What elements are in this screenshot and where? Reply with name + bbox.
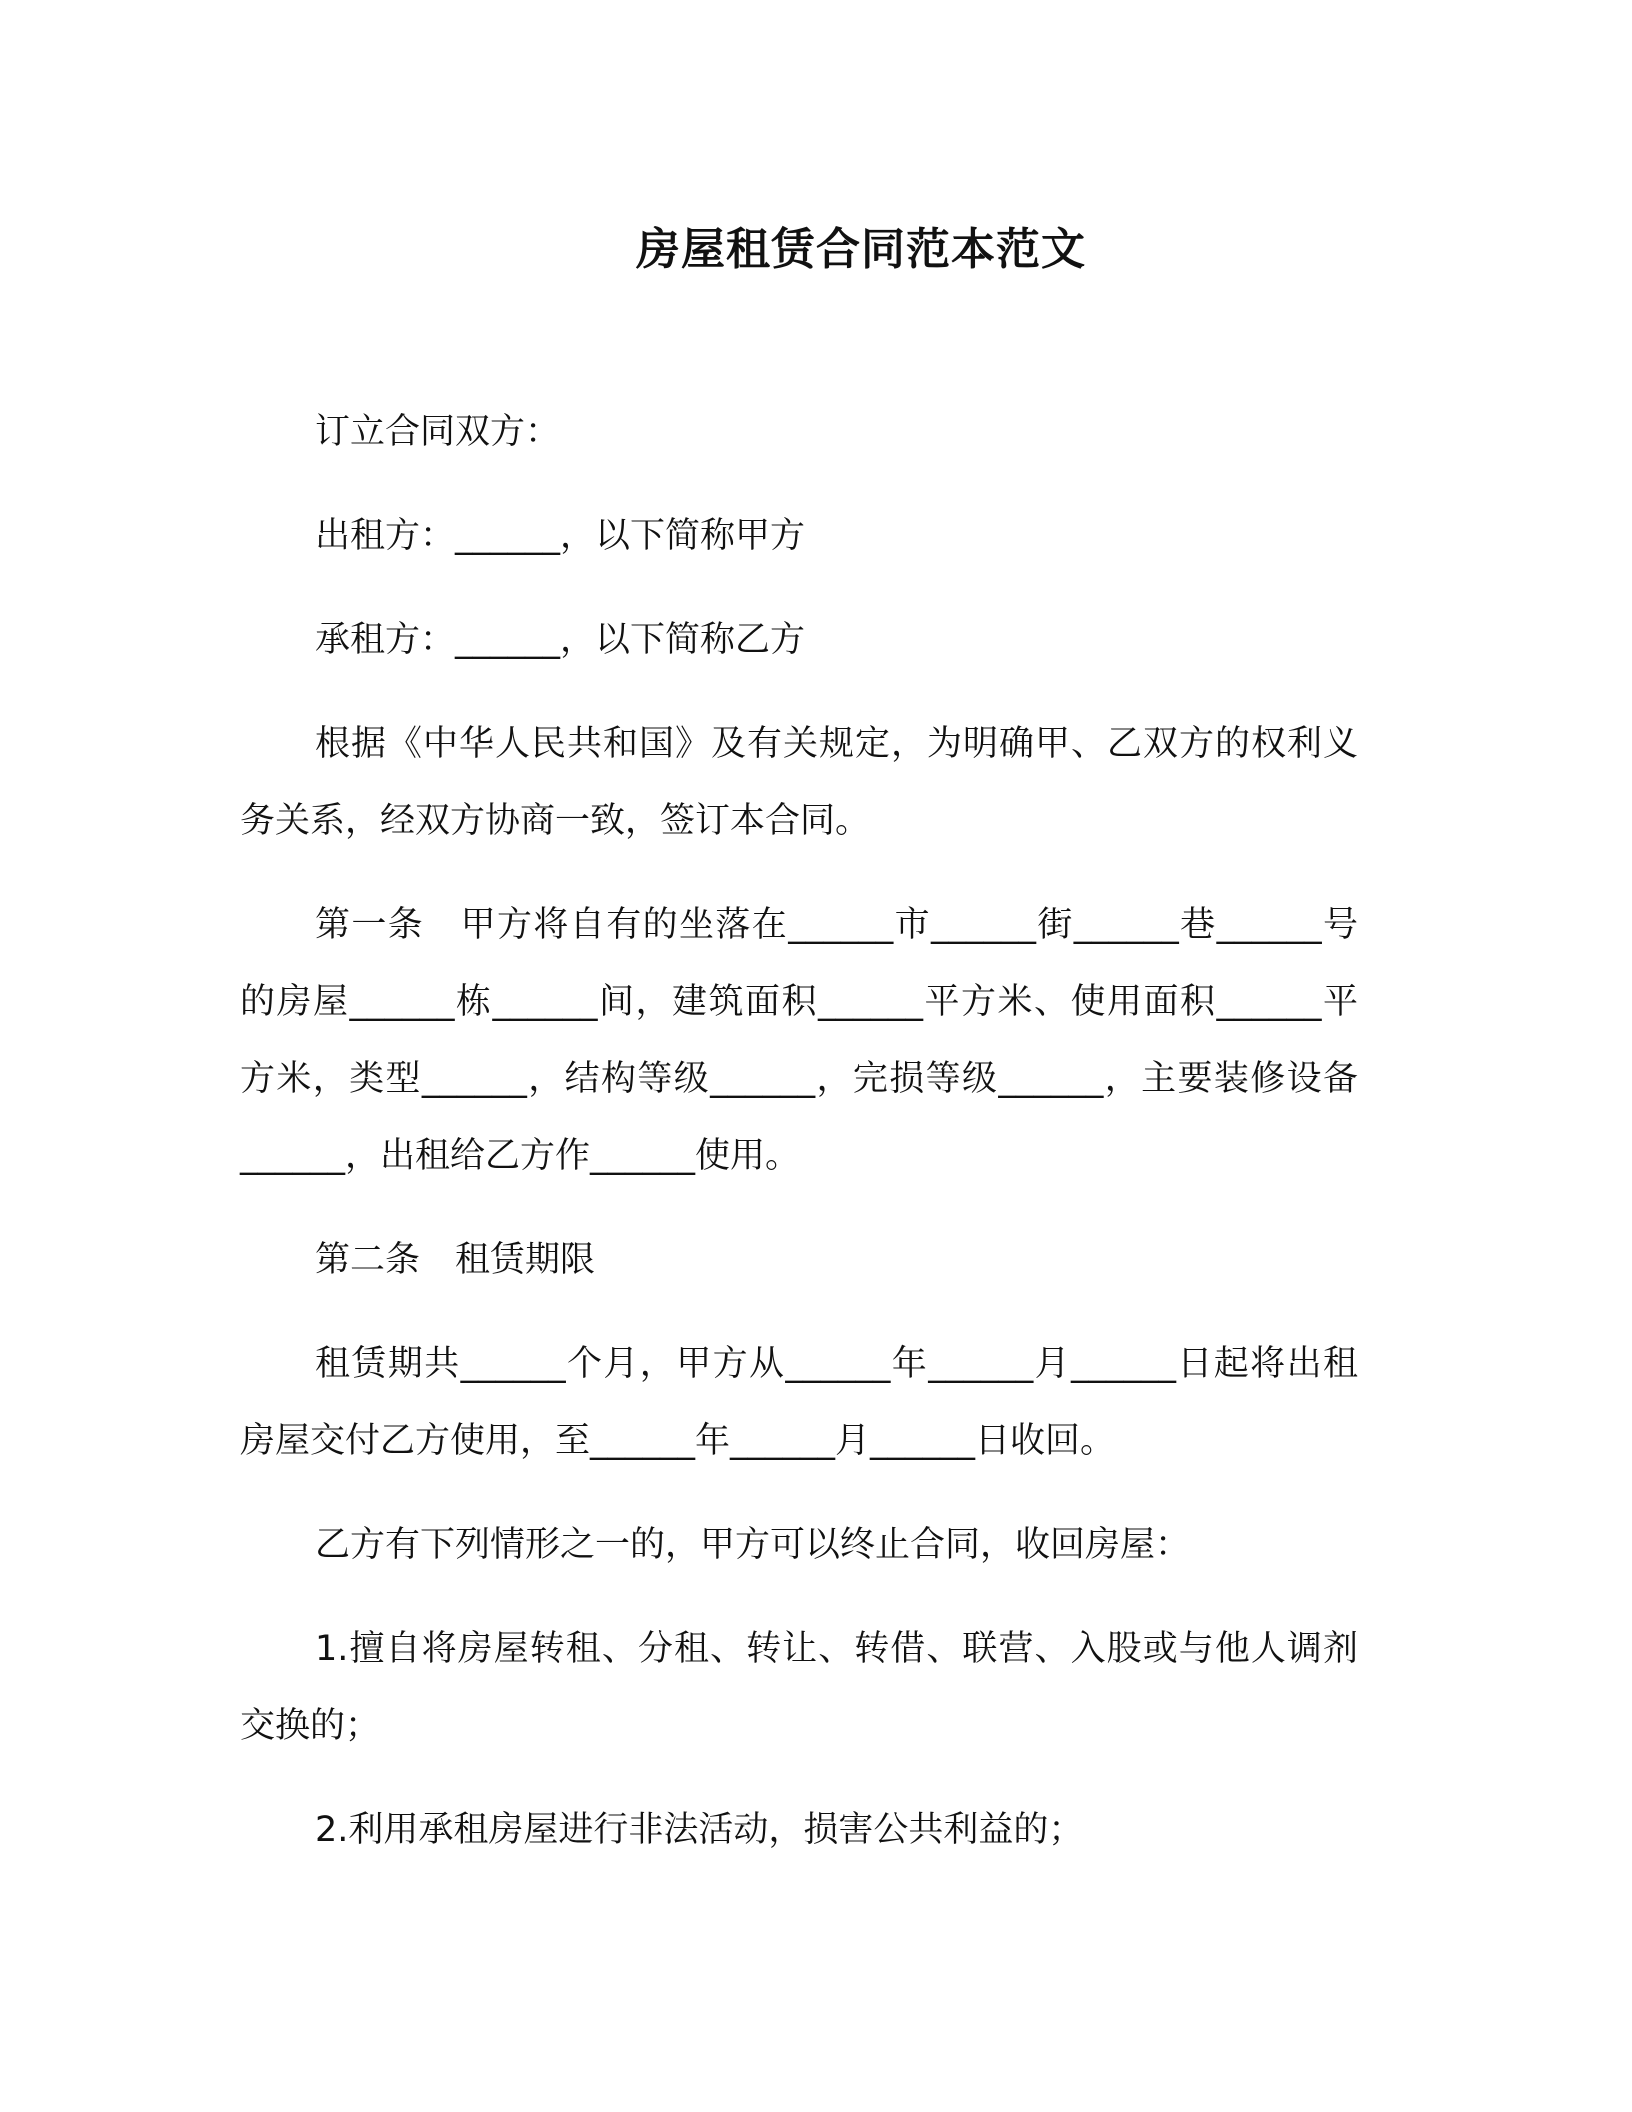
document-title: 房屋租赁合同范本范文 [636,224,1086,275]
paragraph-condition-1: 1.擅自将房屋转租、分租、转让、转借、联营、入股或与他人调剂交换的； [240,1629,1358,1746]
paragraph-article-1: 第一条 甲方将自有的坐落在______市______街______巷______号的房屋______栋______间，建筑面积______平方米、使用面积______平方米，类型______，结构等级______，完损等级______，主要装修设备______，出租给乙方作______使用。 [240,905,1358,1176]
paragraph-termination-conditions: 乙方有下列情形之一的，甲方可以终止合同，收回房屋： [315,1525,1191,1565]
paragraph-lease-term: 租赁期共______个月，甲方从______年______月______日起将出租房屋交付乙方使用，至______年______月______日收回。 [240,1344,1358,1461]
paragraph-preamble: 根据《中华人民共和国》及有关规定，为明确甲、乙双方的权利义务关系，经双方协商一致，签订本合同。 [240,724,1358,841]
paragraph-parties-heading: 订立合同双方： [315,412,561,452]
document-body [240,394,1358,1896]
paragraph-article-2-heading: 第二条 租赁期限 [315,1240,596,1280]
paragraph-lessee: 承租方：______，以下简称乙方 [315,620,806,660]
paragraph-lessor: 出租方：______，以下简称甲方 [315,516,806,556]
paragraph-condition-2: 2.利用承租房屋进行非法活动，损害公共利益的； [315,1810,1084,1850]
